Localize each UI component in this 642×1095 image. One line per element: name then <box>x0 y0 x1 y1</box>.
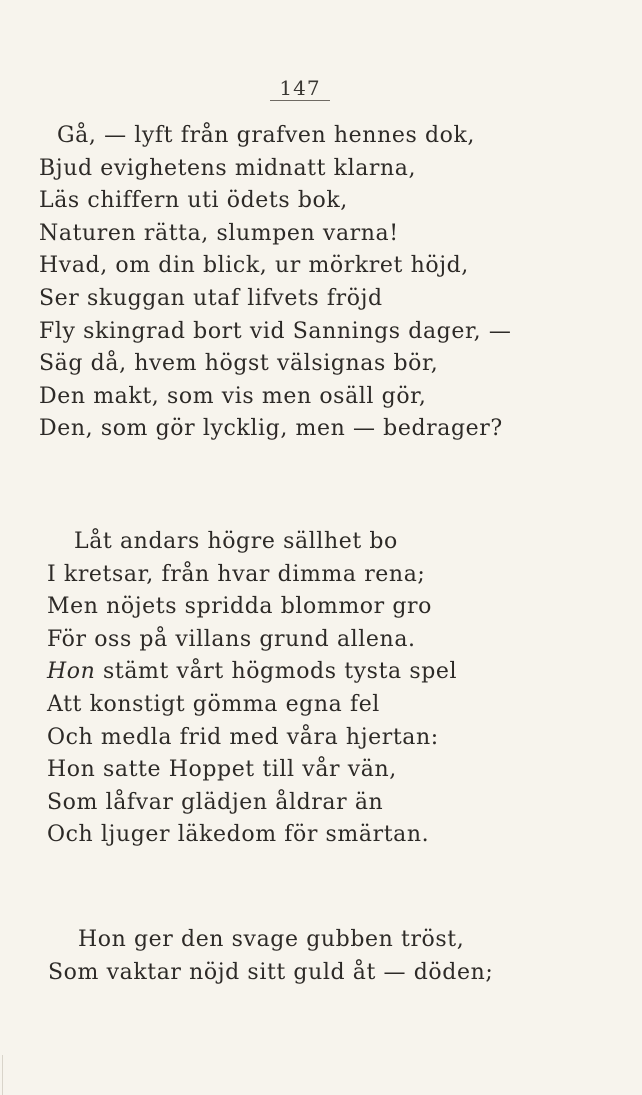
stanza-1 <box>39 120 512 446</box>
poem-line: Som låfvar glädjen åldrar än <box>47 789 384 815</box>
poem-line: Ser skuggan utaf lifvets fröjd <box>39 285 383 311</box>
poem-line: Och medla frid med våra hjertan: <box>47 724 439 750</box>
italic-word: Hon <box>47 659 96 685</box>
poem-line: Den makt, som vis men osäll gör, <box>39 383 427 409</box>
poem-line: Och ljuger läkedom för smärtan. <box>47 822 430 848</box>
page-number: 147 <box>270 76 330 101</box>
poem-line: Låt andars högre sällhet bo <box>74 529 398 554</box>
poem-line: Bjud evighetens midnatt klarna, <box>39 155 417 181</box>
poem-line: Hon ger den svage gubben tröst, <box>78 927 465 952</box>
stanza-2 <box>47 526 457 852</box>
poem-line: Naturen rätta, slumpen varna! <box>39 220 399 246</box>
poem-line: Hvad, om din blick, ur mörkret höjd, <box>39 253 469 279</box>
poem-line: Säg då, hvem högst välsignas bör, <box>39 351 439 377</box>
poem-line: Den, som gör lycklig, men — bedrager? <box>39 416 503 442</box>
poem-line-with-italic <box>47 656 457 689</box>
poem-line: För oss på villans grund allena. <box>47 626 416 652</box>
poem-line-rest: stämt vårt högmods tysta spel <box>103 659 458 685</box>
poem-line: Läs chiffern uti ödets bok, <box>39 188 348 214</box>
poem-line: Fly skingrad bort vid Sannings dager, — <box>39 318 512 344</box>
poem-line: Gå, — lyft från grafven hennes dok, <box>57 123 475 148</box>
poem-line: Att konstigt gömma egna fel <box>47 691 380 717</box>
poem-line: I kretsar, från hvar dimma rena; <box>47 561 426 587</box>
stanza-3 <box>48 924 494 989</box>
poem-line: Hon satte Hoppet till vår vän, <box>47 757 397 783</box>
poem-line: Som vaktar nöjd sitt guld åt — döden; <box>48 959 494 985</box>
poem-line: Men nöjets spridda blommor gro <box>47 594 432 620</box>
page-edge-mark <box>2 1055 3 1095</box>
